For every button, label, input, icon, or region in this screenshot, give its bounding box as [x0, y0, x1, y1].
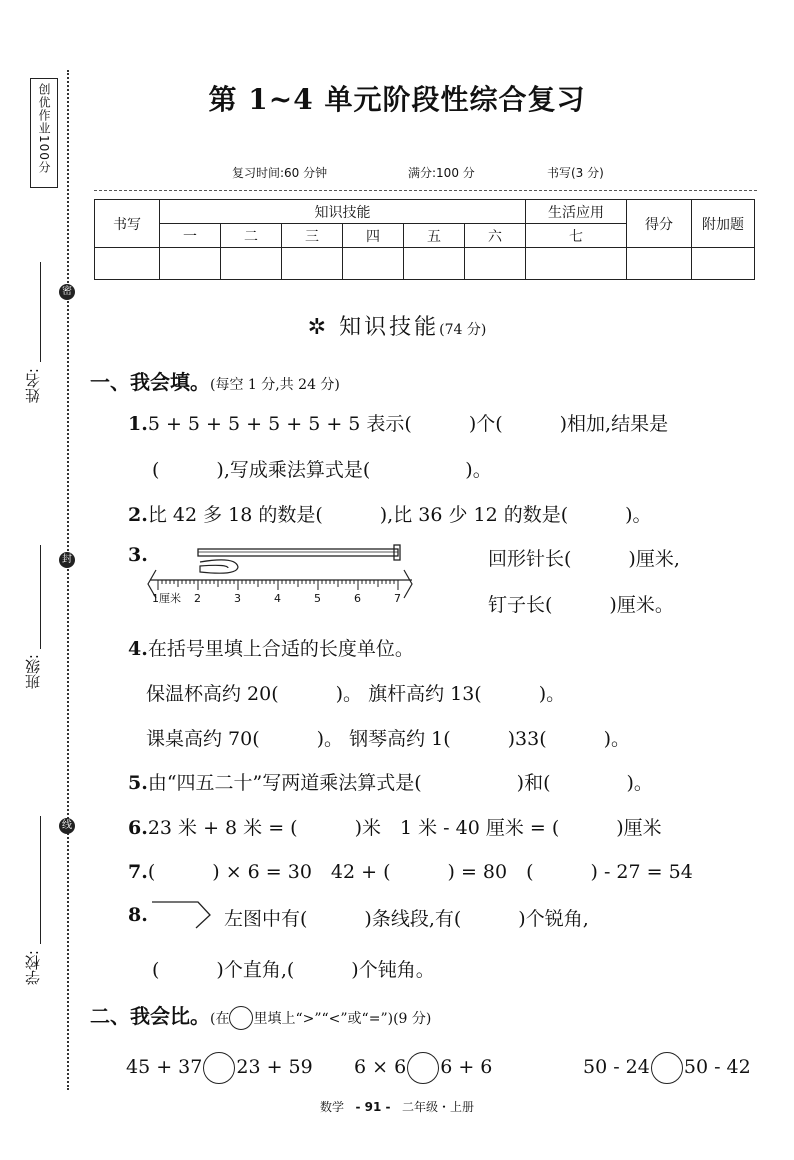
q8-text-a: 左图中有( )条线段,有( )个锐角,	[224, 908, 589, 930]
q5-number: 5.	[128, 772, 148, 794]
col-knowledge: 知识技能	[160, 200, 526, 224]
school-label: 学校:	[24, 950, 42, 986]
sub-5: 五	[404, 224, 465, 248]
q3-text-a: 回形针长( )厘米,	[488, 548, 680, 570]
section-points: (74 分)	[439, 322, 487, 338]
part2-heading-text: 二、我会比。	[90, 1004, 210, 1028]
q3-text-b: 钉子长( )厘米。	[488, 594, 674, 616]
nail-head	[394, 545, 400, 560]
cell-1[interactable]	[160, 248, 221, 280]
q4-line	[128, 634, 414, 661]
angle-figure	[150, 898, 212, 932]
nail-body	[198, 549, 398, 556]
page-footer	[0, 1098, 794, 1115]
q4-text-a: 保温杯高约 20( )。 旗杆高约 13( )。	[146, 683, 566, 705]
q8-text-b: ( )个直角,( )个钝角。	[152, 959, 435, 981]
compare-2-left: 6 × 6	[354, 1056, 407, 1078]
ruler-label-7: 7	[394, 592, 401, 605]
q2-line	[128, 500, 652, 527]
cell-7[interactable]	[526, 248, 627, 280]
q2-text: 比 42 多 18 的数是( ),比 36 少 12 的数是( )。	[147, 504, 652, 526]
part1-heading	[90, 366, 340, 395]
seal-feng: 封	[59, 552, 75, 568]
q3-number-text: 3.	[128, 544, 148, 566]
class-field[interactable]	[40, 545, 41, 649]
col-score: 得分	[627, 200, 692, 248]
part2-heading	[90, 1000, 431, 1030]
ruler-break-right	[404, 570, 412, 598]
page-title: 第 1~4 单元阶段性综合复习	[208, 83, 586, 116]
cell-score[interactable]	[627, 248, 692, 280]
cell-4[interactable]	[343, 248, 404, 280]
q1-text-a: 5 + 5 + 5 + 5 + 5 + 5 表示( )个( )相加,结果是	[147, 413, 669, 435]
compare-1-circle[interactable]	[203, 1052, 235, 1084]
section-title	[0, 310, 794, 341]
q7-text: ( ) × 6 = 30 42 + ( ) = 80 ( ) - 27 = 54	[147, 861, 693, 883]
q6-line	[128, 813, 662, 840]
q7-line	[128, 857, 693, 884]
class-label: 班级:	[24, 654, 42, 690]
compare-1	[126, 1052, 313, 1084]
part2-note-b: 里填上“>”“<”或“=”)(9 分)	[253, 1011, 432, 1027]
compare-2-right: 6 + 6	[440, 1056, 493, 1078]
writing-score: 书写(3 分)	[547, 166, 604, 180]
ruler-ticks	[158, 580, 398, 590]
cell-6[interactable]	[465, 248, 526, 280]
cell-bonus[interactable]	[692, 248, 755, 280]
cell-2[interactable]	[221, 248, 282, 280]
compare-3-left: 50 - 24	[583, 1056, 650, 1078]
ruler-labels	[152, 591, 401, 605]
brand-text: 创优作业100分	[37, 83, 51, 174]
school-field[interactable]	[40, 816, 41, 944]
paperclip	[200, 560, 238, 573]
q4-text: 在括号里填上合适的长度单位。	[147, 638, 414, 660]
q8-number-text: 8.	[128, 904, 148, 926]
ruler-label-3: 3	[234, 592, 241, 605]
sub-4: 四	[343, 224, 404, 248]
footer-subject: 数学	[320, 1100, 345, 1114]
full-score: 满分:100 分	[408, 166, 475, 180]
compare-1-left: 45 + 37	[126, 1056, 203, 1078]
ruler-label-1: 1厘米	[152, 592, 181, 605]
sub-2: 二	[221, 224, 282, 248]
compare-3	[583, 1052, 751, 1084]
q8-number	[128, 904, 148, 926]
q6-text: 23 米 + 8 米 = ( )米 1 米 - 40 厘米 = ( )厘米	[147, 817, 662, 839]
compare-3-circle[interactable]	[651, 1052, 683, 1084]
q6-number: 6.	[128, 817, 148, 839]
q1-text-b: ( ),写成乘法算式是( )。	[152, 459, 492, 481]
ruler-label-2: 2	[194, 592, 201, 605]
circle-icon	[229, 1006, 253, 1030]
flower-icon: ✲	[307, 315, 330, 340]
name-label: 姓名:	[24, 368, 42, 404]
score-table	[94, 199, 755, 280]
cell-writing[interactable]	[95, 248, 160, 280]
compare-1-right: 23 + 59	[236, 1056, 313, 1078]
compare-3-right: 50 - 42	[683, 1056, 751, 1078]
sub-1: 一	[160, 224, 221, 248]
footer-grade: 二年级・上册	[401, 1100, 474, 1114]
part1-heading-text: 一、我会填。	[90, 370, 210, 394]
q4-number: 4.	[128, 638, 148, 660]
q5-line	[128, 768, 653, 795]
q7-number: 7.	[128, 861, 148, 883]
sub-3: 三	[282, 224, 343, 248]
q4-text-b: 课桌高约 70( )。 钢琴高约 1( )33( )。	[146, 728, 631, 750]
ruler-label-4: 4	[274, 592, 281, 605]
ruler-label-6: 6	[354, 592, 361, 605]
cell-3[interactable]	[282, 248, 343, 280]
sub-6: 六	[465, 224, 526, 248]
cell-5[interactable]	[404, 248, 465, 280]
exam-time: 复习时间:60 分钟	[232, 166, 328, 180]
q5-text: 由“四五二十”写两道乘法算式是( )和( )。	[147, 772, 653, 794]
compare-2	[354, 1052, 492, 1084]
seal-xian: 线	[59, 818, 75, 834]
q2-number: 2.	[128, 504, 148, 526]
part2-note-a: (在	[210, 1011, 230, 1027]
col-life: 生活应用	[526, 200, 627, 224]
section-title-text: 知识技能	[339, 315, 440, 340]
footer-page: - 91 -	[355, 1100, 391, 1114]
header-divider	[94, 190, 757, 191]
polyline-shape	[152, 902, 210, 928]
col-bonus: 附加题	[692, 200, 755, 248]
ruler-label-5: 5	[314, 592, 321, 605]
part1-note: (每空 1 分,共 24 分)	[210, 377, 340, 393]
q1-line1	[128, 409, 668, 436]
compare-2-circle[interactable]	[407, 1052, 439, 1084]
sub-7: 七	[526, 224, 627, 248]
ruler-figure	[142, 540, 422, 612]
q1-number: 1.	[128, 413, 148, 435]
binding-dotted-line	[67, 70, 69, 1090]
col-writing: 书写	[95, 200, 160, 248]
seal-mi: 密	[59, 284, 75, 300]
